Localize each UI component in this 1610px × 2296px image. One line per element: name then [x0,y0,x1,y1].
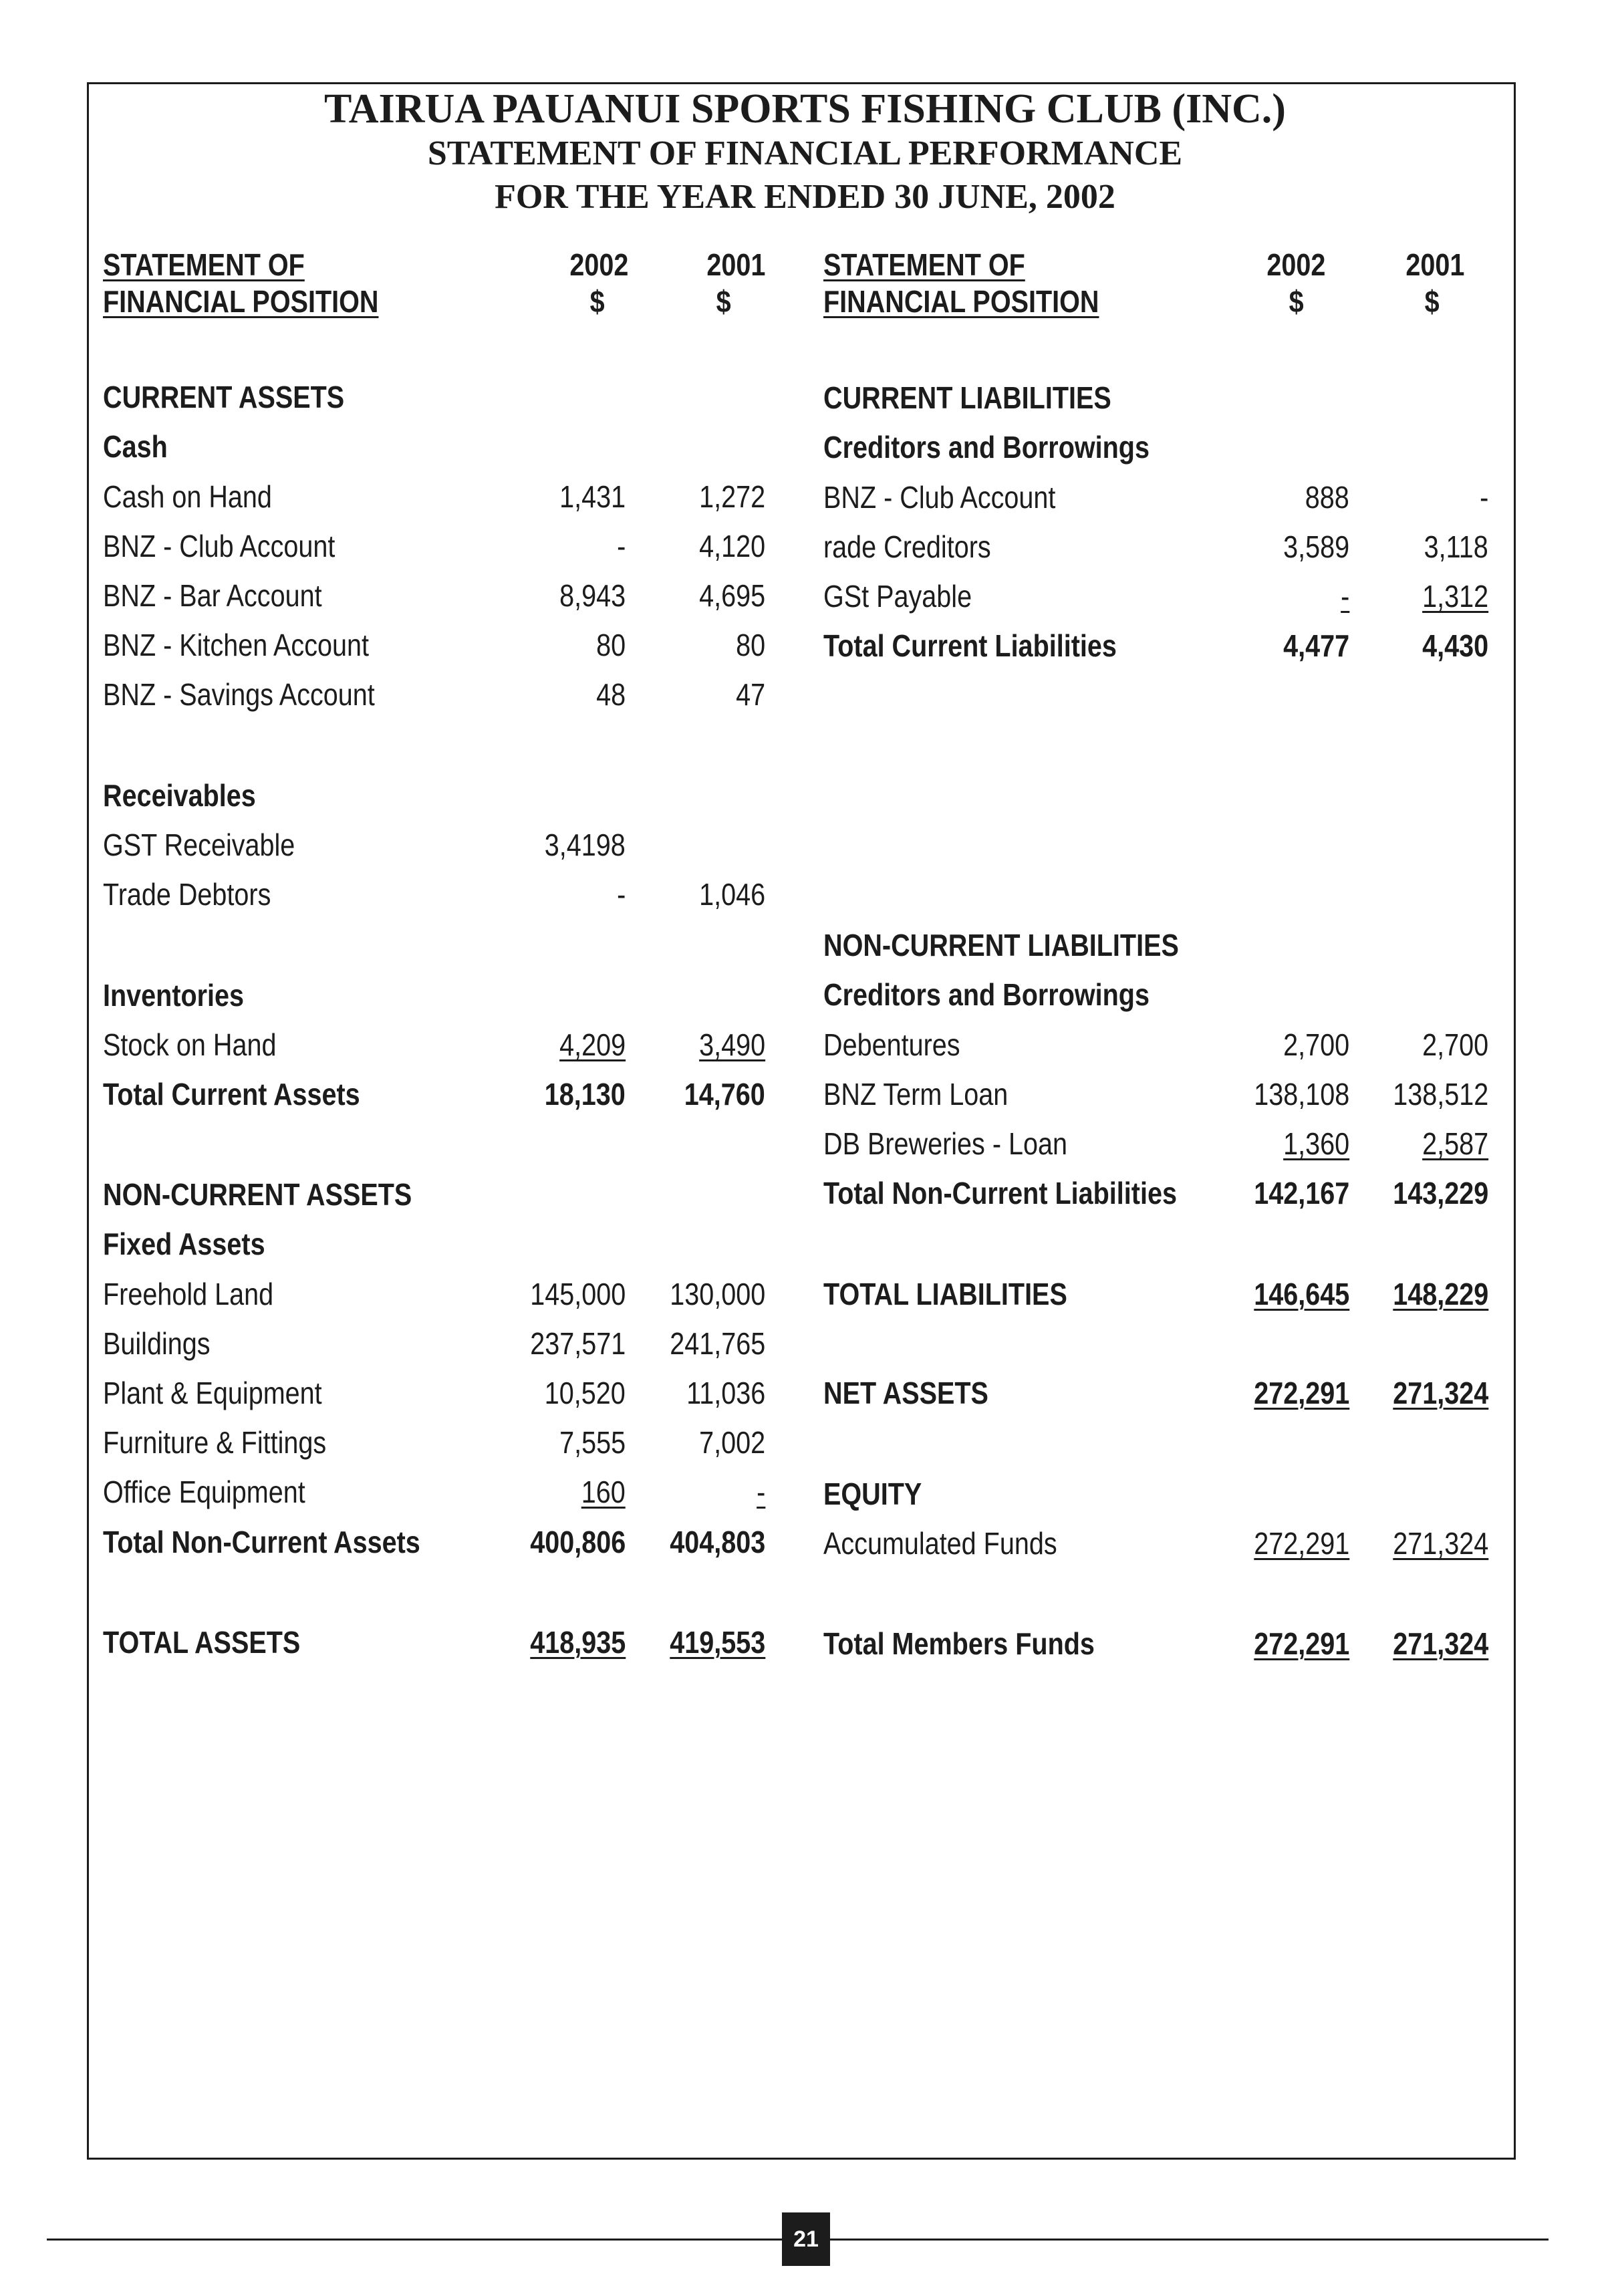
gst-payable-label: GSt Payable [823,579,972,614]
creditors-borrowings-subheading: Creditors and Borrowings [823,430,1150,465]
debentures-2002: 2,700 [1283,1027,1349,1062]
total-current-assets-label: Total Current Assets [103,1077,360,1112]
trade-creditors-2002: 3,589 [1283,529,1349,564]
left-heading-line1: STATEMENT OF [103,247,305,282]
right-currency-2001: $ [1424,284,1440,319]
total-current-liabilities-2002: 4,477 [1283,628,1349,663]
bnz-club-2002: - [616,529,626,563]
furniture-fittings-2001: 7,002 [698,1425,765,1460]
cash-on-hand-2001: 1,272 [698,479,765,514]
period-title: FOR THE YEAR ENDED 30 JUNE, 2002 [495,178,1115,216]
trade-creditors-label: rade Creditors [823,529,991,564]
total-non-current-liabilities-2001: 143,229 [1392,1176,1488,1210]
bnz-club-label: BNZ - Club Account [103,529,336,563]
bnz-kitchen-2002: 80 [595,628,626,662]
buildings-label: Buildings [103,1326,211,1361]
gst-receivable-label: GST Receivable [103,827,295,862]
buildings-2002: 237,571 [529,1326,626,1361]
net-assets-2001: 271,324 [1392,1376,1488,1410]
total-current-assets-2001: 14,760 [684,1077,765,1112]
cash-subheading: Cash [103,429,168,464]
bnz-kitchen-2001: 80 [735,628,765,662]
bnz-kitchen-label: BNZ - Kitchen Account [103,628,369,662]
receivables-subheading: Receivables [103,778,256,813]
total-assets-2002: 418,935 [529,1625,626,1660]
total-non-current-liabilities-2002: 142,167 [1253,1176,1349,1210]
accumulated-funds-2002: 272,291 [1253,1526,1349,1561]
trade-debtors-label: Trade Debtors [103,877,271,912]
right-heading-line2: FINANCIAL POSITION [823,284,1099,319]
plant-equipment-label: Plant & Equipment [103,1376,322,1410]
total-liabilities-2002: 146,645 [1253,1277,1349,1311]
club-title: TAIRUA PAUANUI SPORTS FISHING CLUB (INC.) [324,86,1286,132]
left-currency-2001: $ [716,284,731,319]
footer-rule-right [830,2239,1549,2241]
footer-rule-left [47,2239,782,2241]
bnz-term-loan-2001: 138,512 [1392,1077,1488,1112]
current-assets-heading: CURRENT ASSETS [103,380,345,414]
total-non-current-assets-2001: 404,803 [669,1525,765,1559]
current-liabilities-heading: CURRENT LIABILITIES [823,380,1111,415]
total-non-current-assets-2002: 400,806 [529,1525,626,1559]
trade-debtors-2001: 1,046 [698,877,765,912]
db-breweries-loan-2001: 2,587 [1422,1126,1488,1161]
total-non-current-assets-label: Total Non-Current Assets [103,1525,420,1559]
cash-on-hand-label: Cash on Hand [103,479,272,514]
fixed-assets-subheading: Fixed Assets [103,1227,265,1261]
bnz-club-2001: 4,120 [698,529,765,563]
total-members-funds-2002: 272,291 [1253,1626,1349,1661]
bnz-club-liability-label: BNZ - Club Account [823,480,1056,515]
trade-debtors-2002: - [616,877,626,912]
total-assets-label: TOTAL ASSETS [103,1625,301,1660]
freehold-land-2002: 145,000 [529,1277,626,1311]
debentures-2001: 2,700 [1422,1027,1488,1062]
bnz-savings-2001: 47 [735,677,765,712]
bnz-bar-label: BNZ - Bar Account [103,578,322,613]
gst-receivable-2002: 3,4198 [544,827,626,862]
bnz-term-loan-label: BNZ Term Loan [823,1077,1009,1112]
total-assets-2001: 419,553 [669,1625,765,1660]
right-year-2001: 2001 [1405,247,1464,282]
left-year-2002: 2002 [569,247,628,282]
total-current-liabilities-label: Total Current Liabilities [823,628,1117,663]
office-equipment-2001: - [756,1475,765,1509]
right-year-2002: 2002 [1266,247,1325,282]
inventories-subheading: Inventories [103,978,245,1013]
debentures-label: Debentures [823,1027,960,1062]
right-heading-line1: STATEMENT OF [823,247,1025,282]
bnz-savings-label: BNZ - Savings Account [103,677,375,712]
equity-heading: EQUITY [823,1477,922,1511]
bnz-bar-2001: 4,695 [698,578,765,613]
total-non-current-liabilities-label: Total Non-Current Liabilities [823,1176,1177,1210]
plant-equipment-2002: 10,520 [544,1376,626,1410]
bnz-club-liability-2002: 888 [1305,480,1349,515]
page-number: 21 [782,2212,830,2266]
non-current-assets-heading: NON-CURRENT ASSETS [103,1177,412,1212]
total-members-funds-label: Total Members Funds [823,1626,1095,1661]
stock-on-hand-2002: 4,209 [559,1027,626,1062]
bnz-bar-2002: 8,943 [559,578,626,613]
furniture-fittings-2002: 7,555 [559,1425,626,1460]
bnz-term-loan-2002: 138,108 [1253,1077,1349,1112]
cash-on-hand-2002: 1,431 [559,479,626,514]
stock-on-hand-label: Stock on Hand [103,1027,277,1062]
left-currency-2002: $ [589,284,605,319]
stock-on-hand-2001: 3,490 [698,1027,765,1062]
statement-title: STATEMENT OF FINANCIAL PERFORMANCE [427,134,1183,172]
plant-equipment-2001: 11,036 [686,1376,765,1410]
freehold-land-label: Freehold Land [103,1277,274,1311]
trade-creditors-2001: 3,118 [1424,529,1488,564]
office-equipment-2002: 160 [581,1475,626,1509]
net-assets-label: NET ASSETS [823,1376,988,1410]
accumulated-funds-2001: 271,324 [1392,1526,1488,1561]
total-liabilities-2001: 148,229 [1392,1277,1488,1311]
db-breweries-loan-label: DB Breweries - Loan [823,1126,1067,1161]
db-breweries-loan-2002: 1,360 [1283,1126,1349,1161]
non-current-liabilities-heading: NON-CURRENT LIABILITIES [823,928,1179,963]
bnz-savings-2002: 48 [595,677,626,712]
net-assets-2002: 272,291 [1253,1376,1349,1410]
freehold-land-2001: 130,000 [669,1277,765,1311]
left-heading-line2: FINANCIAL POSITION [103,284,379,319]
gst-payable-2001: 1,312 [1422,579,1488,614]
right-currency-2002: $ [1289,284,1304,319]
office-equipment-label: Office Equipment [103,1475,305,1509]
gst-payable-2002: - [1340,579,1349,614]
bnz-club-liability-2001: - [1479,480,1488,515]
creditors-borrowings-2-subheading: Creditors and Borrowings [823,977,1150,1012]
buildings-2001: 241,765 [669,1326,765,1361]
total-current-assets-2002: 18,130 [544,1077,626,1112]
furniture-fittings-label: Furniture & Fittings [103,1425,327,1460]
total-members-funds-2001: 271,324 [1392,1626,1488,1661]
left-year-2001: 2001 [706,247,765,282]
accumulated-funds-label: Accumulated Funds [823,1526,1057,1561]
total-liabilities-label: TOTAL LIABILITIES [823,1277,1067,1311]
total-current-liabilities-2001: 4,430 [1422,628,1488,663]
